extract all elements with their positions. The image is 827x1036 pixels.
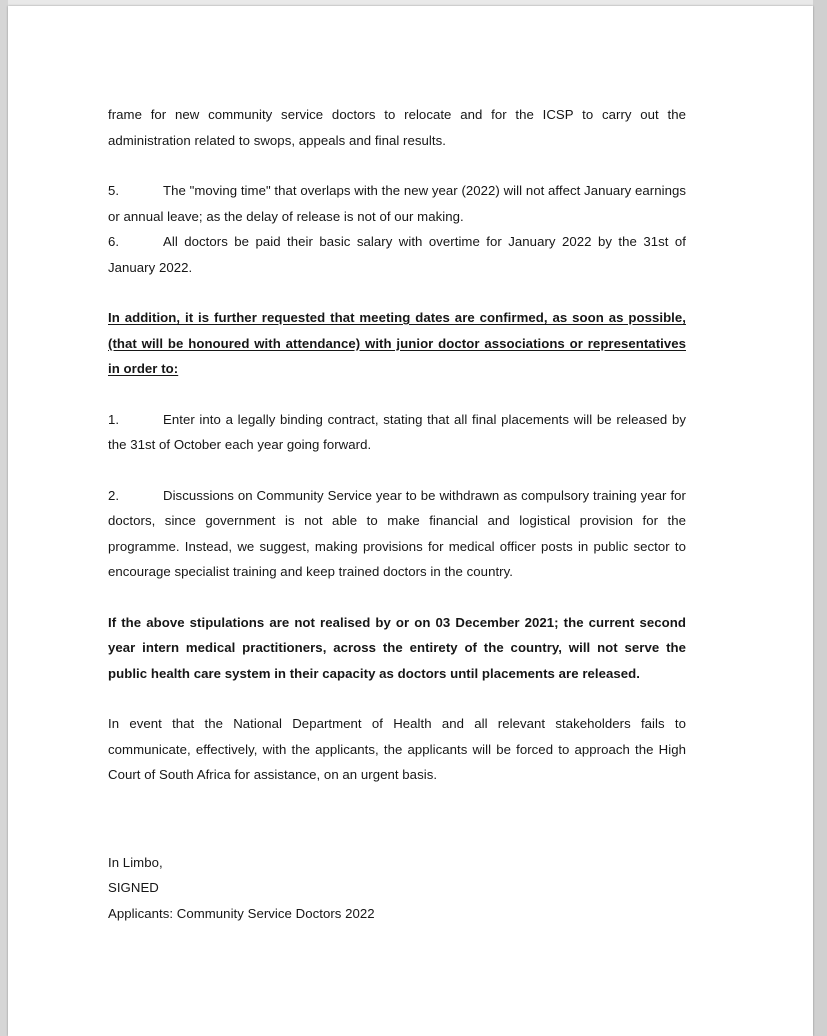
numbered-item-5-number: 5.	[108, 183, 120, 198]
signature-block	[108, 850, 686, 927]
spacer	[108, 382, 686, 407]
spacer	[108, 585, 686, 610]
request-item-2	[108, 483, 686, 585]
page-shadow-right	[813, 0, 827, 1036]
spacer	[108, 788, 686, 850]
request-item-1	[108, 407, 686, 458]
numbered-item-5	[108, 178, 686, 229]
spacer	[108, 153, 686, 178]
request-item-1-text: Enter into a legally binding contract, stating that all final placements will be released by the 31st of October each year going forward.	[108, 411, 686, 452]
continued-paragraph: frame for new community service doctors to relocate and for the ICSP to carry out the administration related to swops, appeals and final results.	[108, 107, 686, 148]
spacer	[108, 458, 686, 483]
request-item-2-text: Discussions on Community Service year to be withdrawn as compulsory training year for doctors, since government is not able to make financial and logistical provision for the programme. Instead, we suggest, making provisions for medical officer posts in public sector to encourage specialist training and keep trained doctors in the country.	[108, 487, 686, 579]
escalation-paragraph: In event that the National Department of Health and all relevant stakeholders fails to communicate, effectively, with the applicants, the applicants will be forced to approach the High Court of South Africa for assistance, on an urgent basis.	[108, 716, 686, 782]
numbered-item-6-text: All doctors be paid their basic salary with overtime for January 2022 by the 31st of January 2022.	[108, 234, 686, 275]
warning-paragraph: If the above stipulations are not realised by or on 03 December 2021; the current second year intern medical practitioners, across the entirety of the country, will not serve the public health care system in their capacity as doctors until placements are released.	[108, 614, 686, 681]
spacer	[108, 686, 686, 711]
numbered-item-6-number: 6.	[108, 234, 120, 249]
request-item-1-number: 1.	[108, 411, 120, 427]
request-heading: In addition, it is further requested that meeting dates are confirmed, as soon as possible, (that will be honoured with attendance) with junior doctor associations or representatives in order to:	[108, 310, 686, 376]
request-item-2-number: 2.	[108, 487, 120, 503]
numbered-item-5-text: The "moving time" that overlaps with the new year (2022) will not affect January earnings or annual leave; as the delay of release is not of our making.	[108, 183, 687, 224]
spacer	[108, 280, 686, 305]
page-shadow-left	[0, 0, 8, 1036]
numbered-item-6	[108, 229, 686, 280]
document-body	[108, 102, 686, 926]
signature-signed: SIGNED	[108, 880, 159, 895]
document-page	[8, 6, 813, 1036]
signature-location: In Limbo,	[108, 854, 163, 870]
signature-applicants: Applicants: Community Service Doctors 2022	[108, 905, 375, 921]
